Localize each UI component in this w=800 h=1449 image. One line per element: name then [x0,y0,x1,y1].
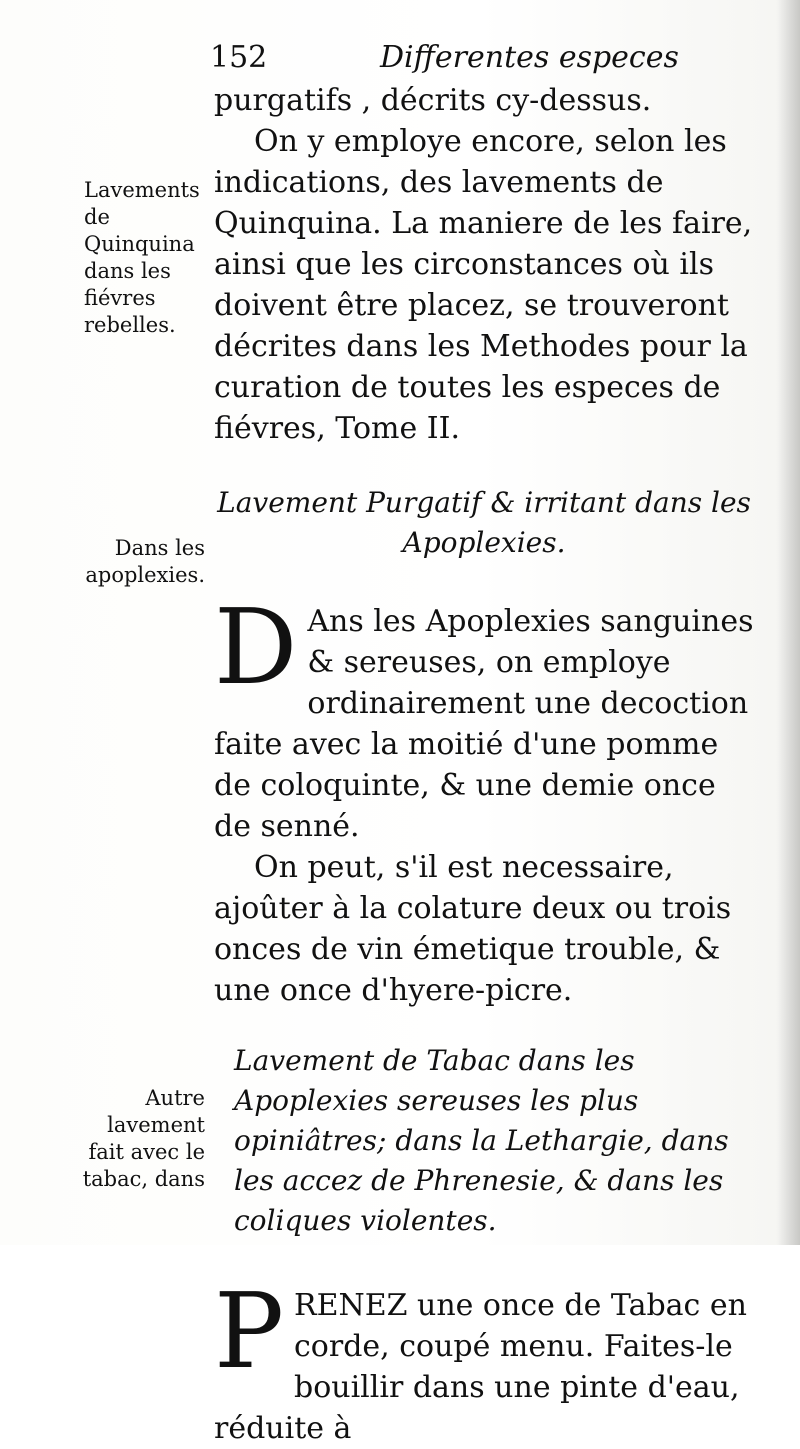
margin-note-apoplexies: Dans les apoplexies. [85,536,205,587]
margin-note-quinquina: Lavements de Quinquina dans les fiévres rebelles. [84,178,200,337]
paragraph-tabac [214,1270,754,1449]
paragraph-vin-emetique: On peut, s'il est necessaire, ajoûter à la colature deux ou trois onces de vin émetique trouble, & une once d'hyere-picre. [214,850,732,1008]
paragraph-apoplexies-text: Ans les Apoplexies sanguines & sereuses, on employe ordinairement une decoction faite avec la moitié d'une pomme de coloquinte, & une demie once de senné. [214,604,754,844]
section-heading-tabac: Lavement de Tabac dans les Apoplexies sereuses les plus opiniâtres; dans la Lethargie, dans les accez de Phrenesie, & dans les coliques violentes. [234,1044,729,1237]
drop-cap-p: P [214,1270,284,1392]
running-title: Differentes especes [380,40,679,75]
text-line-top: purgatifs , décrits cy-dessus. [214,83,652,118]
page-gutter-shadow [778,0,800,1245]
section-heading-purgatif: Lavement Purgatif & irritant dans les Apoplexies. [217,486,751,559]
page-number: 152 [210,40,268,75]
drop-cap-d: D [214,586,298,708]
paragraph-apoplexies [214,586,754,847]
margin-note-tabac: Autre lavement fait avec le tabac, dans [82,1086,205,1191]
main-text [214,80,754,1449]
paragraph-quinquina: On y employe encore, selon les indications, des lavements de Quinquina. La maniere de les faire, ainsi que les circonstances où ils doivent être placez, se trouveront décrites dans les Methodes pour la curation de toutes les especes de fiévres, Tome II. [214,124,753,446]
paragraph-tabac-text: RENEZ une once de Tabac en corde, coupé menu. Faites-le bouillir dans une pinte d'eau, réduite à [214,1288,747,1446]
